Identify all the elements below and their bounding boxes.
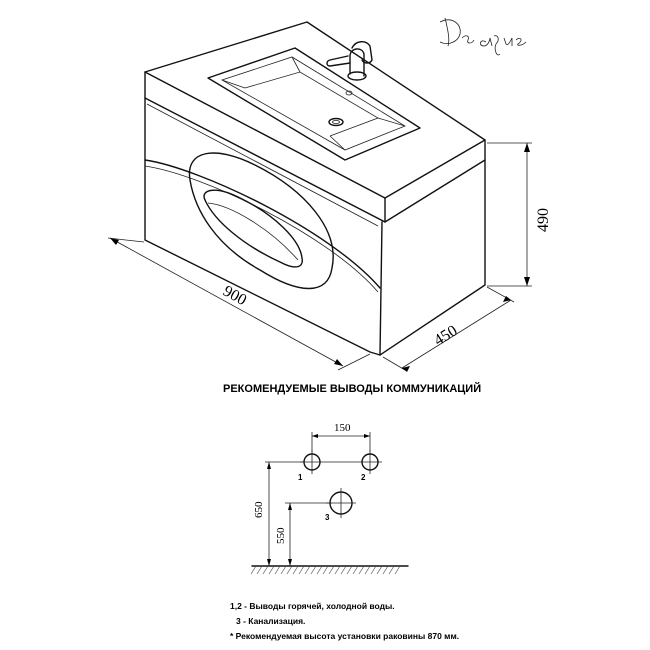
- hatch-line: [275, 566, 280, 574]
- hatch-line: [347, 566, 352, 574]
- width-label: 900: [220, 282, 250, 310]
- basin-rim: [208, 48, 420, 160]
- hatch-line: [251, 566, 256, 574]
- hatch-line: [359, 566, 364, 574]
- dimension-height: [487, 143, 552, 286]
- hatch-line: [323, 566, 328, 574]
- communications-title: РЕКОМЕНДУЕМЫЕ ВЫВОДЫ КОММУНИКАЦИЙ: [223, 383, 482, 395]
- note-3: * Рекомендуемая высота установки раковины 870 мм.: [230, 631, 460, 641]
- countertop-front-edge: [145, 72, 385, 222]
- hatch-line: [377, 566, 382, 574]
- note-1: 1,2 - Выводы горячей, холодной воды.: [230, 601, 395, 611]
- notes: [230, 601, 459, 641]
- hatch-line: [353, 566, 358, 574]
- hatch-line: [389, 566, 394, 574]
- hatch-line: [341, 566, 346, 574]
- note-2: 3 - Канализация.: [236, 616, 306, 626]
- hatch-line: [287, 566, 292, 574]
- communications-diagram: [251, 422, 408, 574]
- hatch-line: [329, 566, 334, 574]
- brand-logo: [440, 18, 526, 55]
- oval-handle-inner: [204, 190, 302, 267]
- dimension-depth: [383, 287, 514, 372]
- hatch-line: [263, 566, 268, 574]
- depth-label: 450: [431, 322, 461, 350]
- hatch-line: [281, 566, 286, 574]
- cabinet-front: [145, 98, 382, 355]
- hatch-line: [305, 566, 310, 574]
- floor-hatching: [251, 566, 400, 574]
- hatch-line: [395, 566, 400, 574]
- outlet-1-label: 1: [298, 473, 303, 482]
- hatch-line: [371, 566, 376, 574]
- height-650-label: 650: [253, 501, 265, 518]
- hatch-line: [311, 566, 316, 574]
- outlet-3-label: 3: [325, 513, 330, 522]
- hatch-line: [335, 566, 340, 574]
- vanity-unit: [145, 22, 485, 355]
- hatch-line: [365, 566, 370, 574]
- outlet-2-label: 2: [361, 473, 366, 482]
- hatch-line: [317, 566, 322, 574]
- drain: [329, 119, 343, 126]
- spacing-label: 150: [334, 422, 351, 434]
- countertop-top: [145, 22, 485, 198]
- hatch-line: [383, 566, 388, 574]
- oval-handle-outer: [189, 153, 333, 289]
- hatch-line: [269, 566, 274, 574]
- height-550-label: 550: [275, 527, 287, 544]
- height-label: 490: [535, 208, 552, 232]
- hatch-line: [299, 566, 304, 574]
- drawer-split: [145, 160, 380, 288]
- countertop-side-edge: [385, 140, 485, 222]
- hatch-line: [293, 566, 298, 574]
- dimension-width: [108, 238, 370, 370]
- hatch-line: [257, 566, 262, 574]
